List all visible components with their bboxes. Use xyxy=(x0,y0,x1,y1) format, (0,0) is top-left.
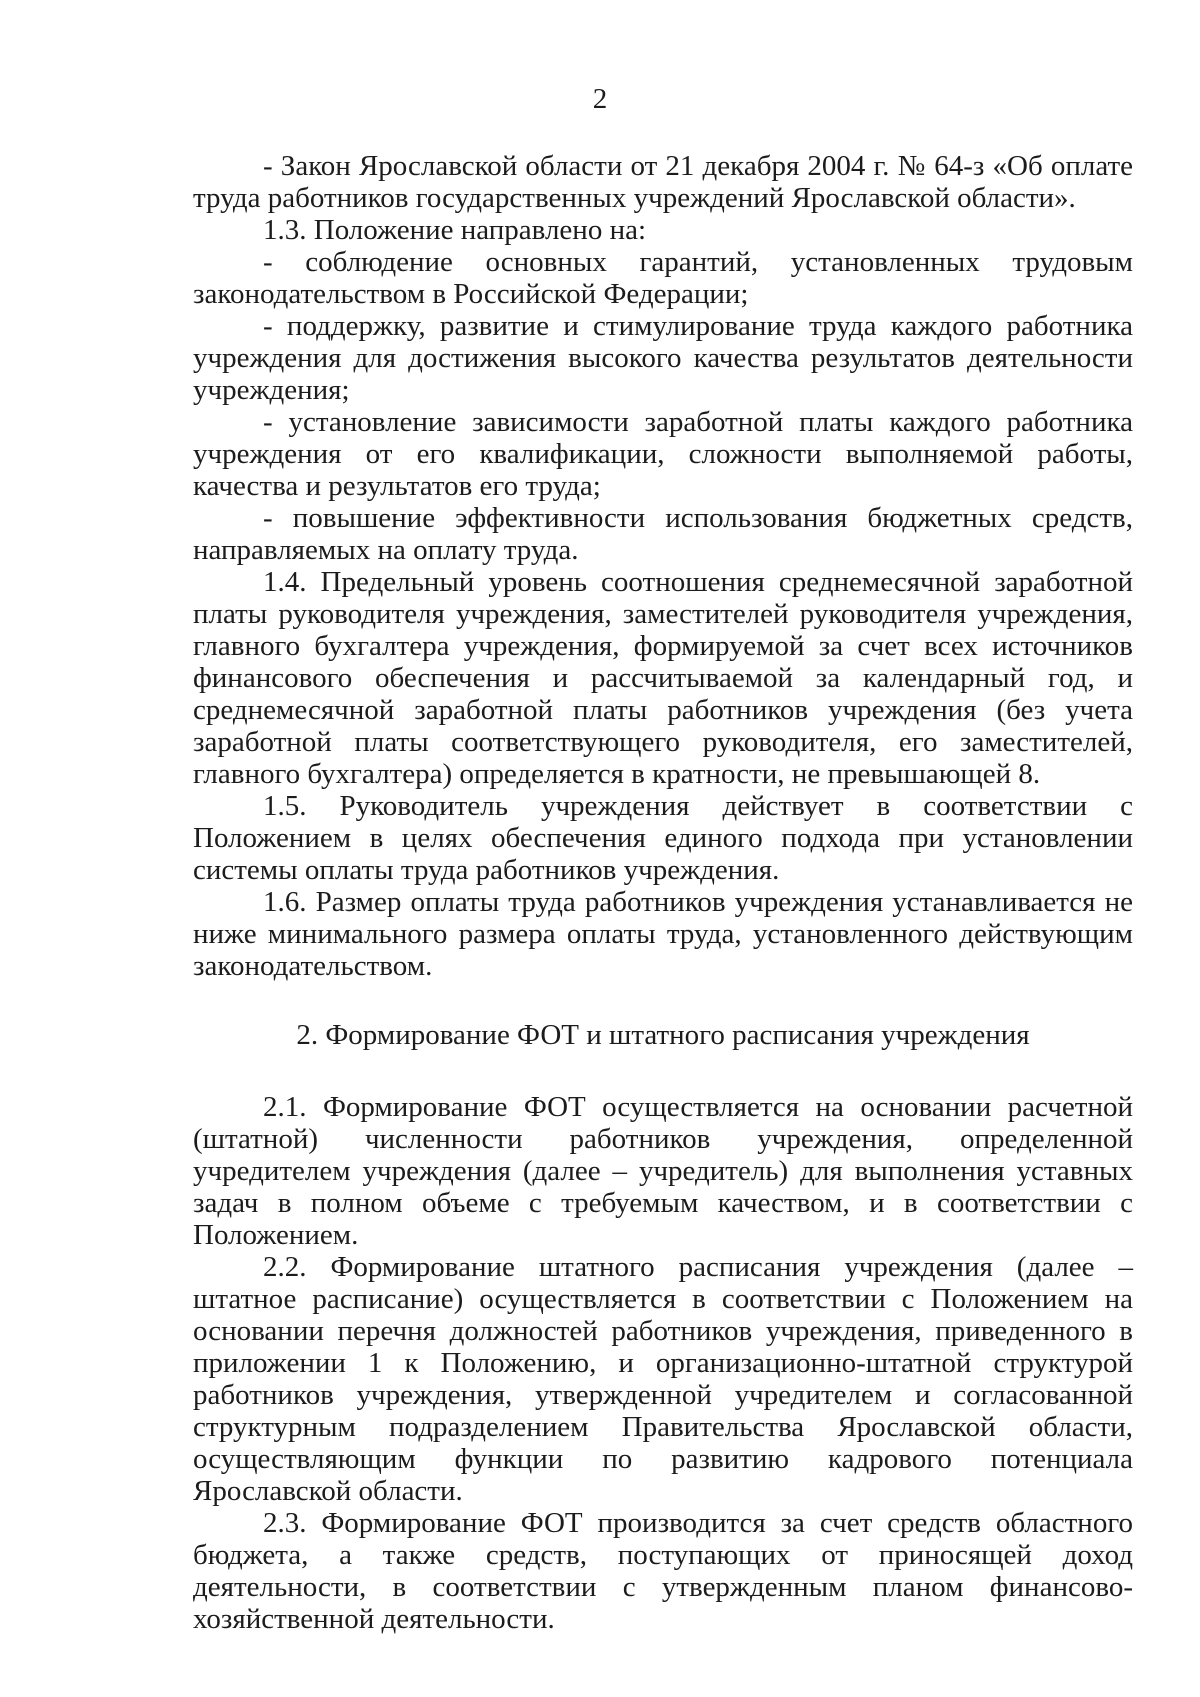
list-item-support: - поддержку, развитие и стимулирование труда каждого работника учреждения для достижения высокого качества результатов деятельности учреждения; xyxy=(193,310,1133,406)
paragraph-2-2: 2.2. Формирование штатного расписания учреждения (далее – штатное расписание) осуществляется в соответствии с Положением на основании перечня должностей работников учреждения, приведенного в приложении 1 к Положению, и организационно-штатной структурой работников учреждения, утвержденной учредителем и согласованной структурным подразделением Правительства Ярославской области, осуществляющим функции по развитию кадрового потенциала Ярославской области. xyxy=(193,1251,1133,1507)
paragraph-1-5: 1.5. Руководитель учреждения действует в соответствии с Положением в целях обеспечения единого подхода при установлении системы оплаты труда работников учреждения. xyxy=(193,790,1133,886)
paragraph-1-3: 1.3. Положение направлено на: xyxy=(263,214,647,246)
list-item-efficiency: - повышение эффективности использования бюджетных средств, направляемых на оплату труда. xyxy=(193,502,1133,566)
paragraph-1-6: 1.6. Размер оплаты труда работников учреждения устанавливается не ниже минимального размера оплаты труда, установленного действующим законодательством. xyxy=(193,886,1133,982)
document-body xyxy=(193,150,1133,1635)
list-item-dependency: - установление зависимости заработной платы каждого работника учреждения от его квалификации, сложности выполняемой работы, качества и результатов его труда; xyxy=(193,406,1133,502)
paragraph-law-reference: - Закон Ярославской области от 21 декабря 2004 г. № 64-з «Об оплате труда работников государственных учреждений Ярославской области». xyxy=(193,150,1133,214)
list-item-guarantees: - соблюдение основных гарантий, установленных трудовым законодательством в Российской Федерации; xyxy=(193,246,1133,310)
page-number: 2 xyxy=(592,83,608,115)
paragraph-2-1: 2.1. Формирование ФОТ осуществляется на основании расчетной (штатной) численности работников учреждения, определенной учредителем учреждения (далее – учредитель) для выполнения уставных задач в полном объеме с требуемым качеством, и в соответствии с Положением. xyxy=(193,1091,1133,1251)
paragraph-1-4: 1.4. Предельный уровень соотношения среднемесячной заработной платы руководителя учреждения, заместителей руководителя учреждения, главного бухгалтера учреждения, формируемой за счет всех источников финансового обеспечения и рассчитываемой за календарный год, и среднемесячной заработной платы работников учреждения (без учета заработной платы соответствующего руководителя, его заместителей, главного бухгалтера) определяется в кратности, не превышающей 8. xyxy=(193,566,1133,790)
paragraph-2-3: 2.3. Формирование ФОТ производится за счет средств областного бюджета, а также средств, поступающих от приносящей доход деятельности, в соответствии с утвержденным планом финансово-хозяйственной деятельности. xyxy=(193,1507,1133,1635)
section-heading: 2. Формирование ФОТ и штатного расписания учреждения xyxy=(296,1019,1030,1051)
